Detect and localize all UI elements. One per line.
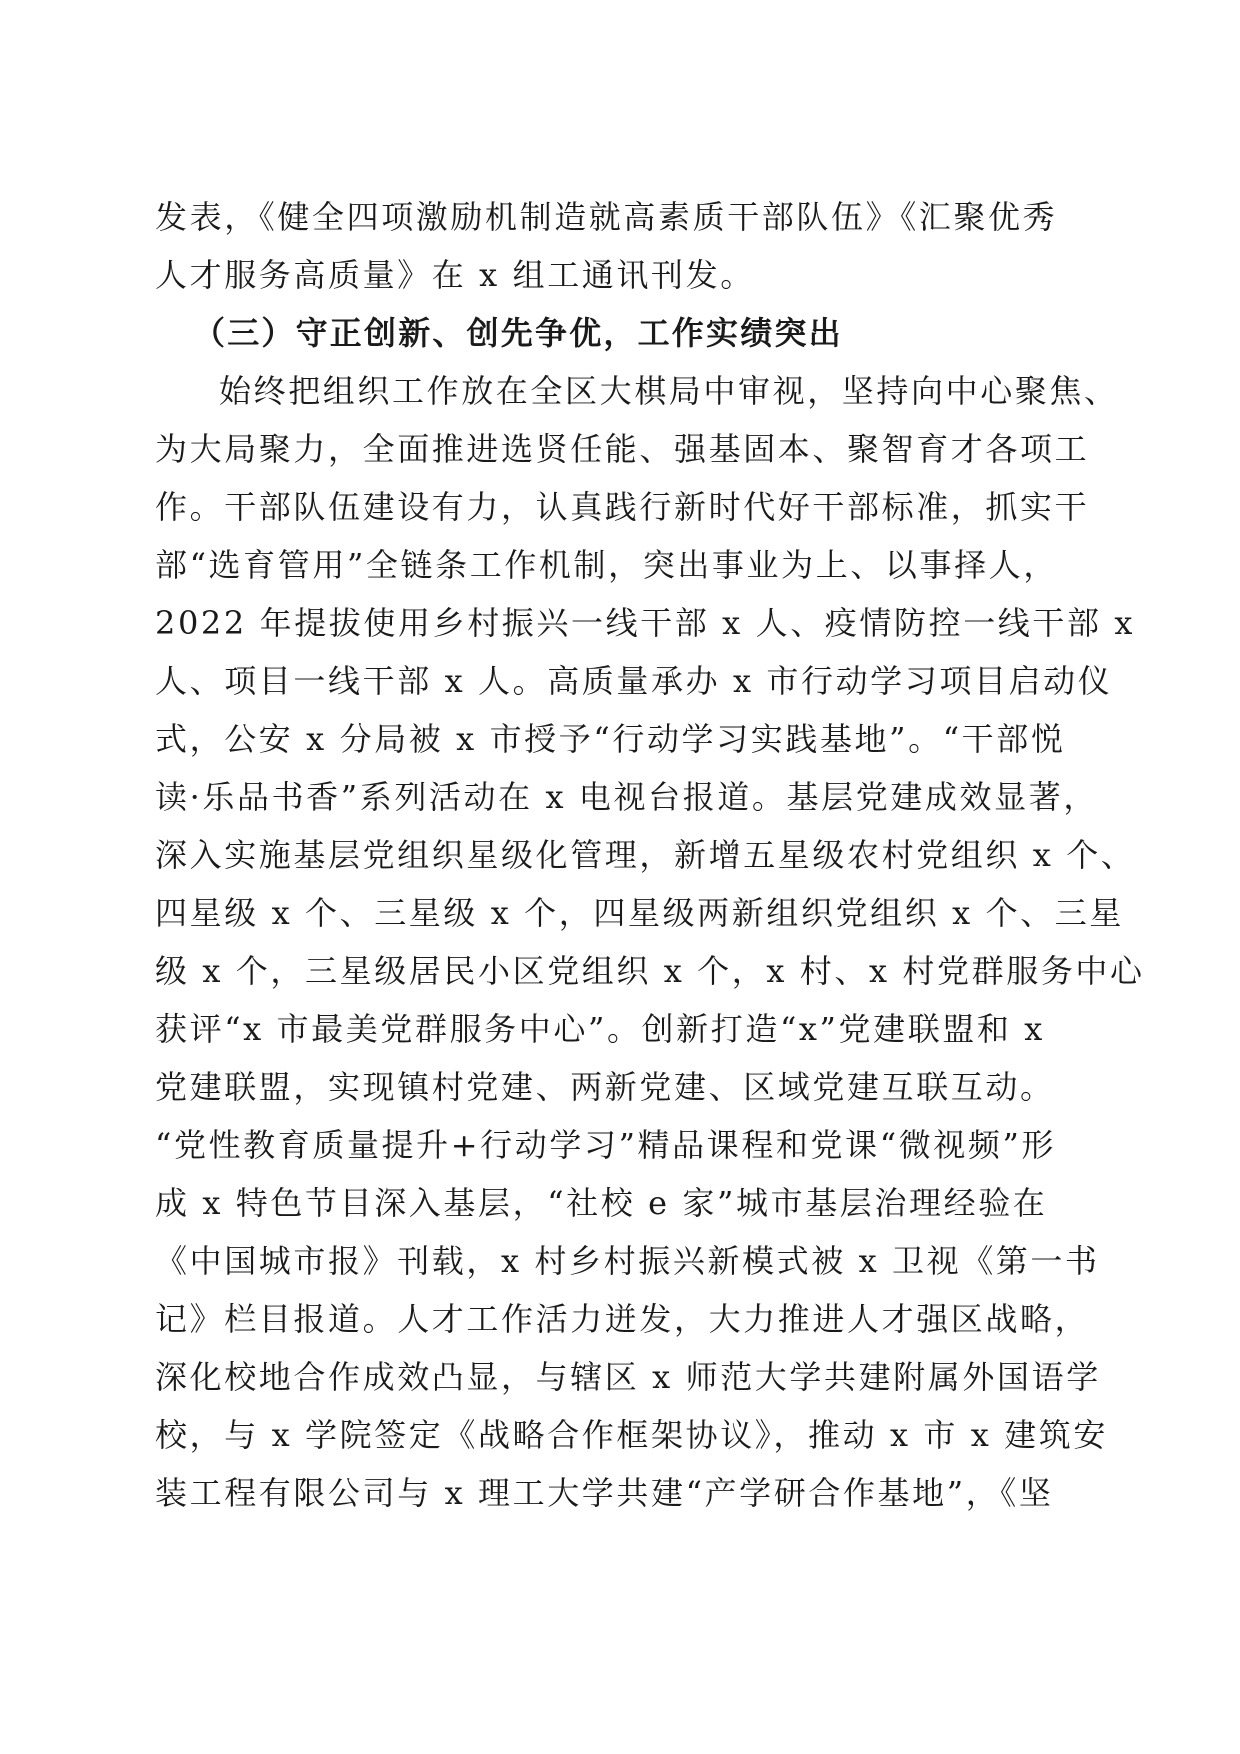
document-body [155, 188, 1145, 1522]
text-line: 校，与 x 学院签定《战略合作框架协议》，推动 x 市 x 建筑安 [155, 1416, 1108, 1454]
text-line: 发表，《健全四项激励机制造就高素质干部队伍》《汇聚优秀 [155, 198, 1058, 236]
text-line: 2022 年提拔使用乡村振兴一线干部 x 人、疫情防控一线干部 x [155, 604, 1136, 642]
text-line: 党建联盟，实现镇村党建、两新党建、区域党建互联互动。 [155, 1068, 1055, 1106]
text-line: 记》栏目报道。人才工作活力迸发，大力推进人才强区战略， [155, 1300, 1090, 1338]
section-heading: （三）守正创新、创先争优，工作实绩突出 [193, 314, 843, 352]
text-line: 四星级 x 个、三星级 x 个，四星级两新组织党组织 x 个、三星 [155, 894, 1124, 932]
text-line: 获评“x 市最美党群服务中心”。创新打造“x”党建联盟和 x [155, 1010, 1045, 1048]
text-line: 深入实施基层党组织星级化管理，新增五星级农村党组织 x 个、 [155, 836, 1136, 874]
text-line: 深化校地合作成效凸显，与辖区 x 师范大学共建附属外国语学 [155, 1358, 1101, 1396]
text-line: 作。干部队伍建设有力，认真践行新时代好干部标准，抓实干 [155, 488, 1090, 526]
text-line: 式，公安 x 分局被 x 市授予“行动学习实践基地”。“干部悦 [155, 720, 1066, 758]
text-line: 成 x 特色节目深入基层，“社校 e 家”城市基层治理经验在 [155, 1184, 1048, 1222]
text-line: 部“选育管用”全链条工作机制，突出事业为上、以事择人， [155, 546, 1058, 584]
text-line: 人、项目一线干部 x 人。高质量承办 x 市行动学习项目启动仪 [155, 662, 1113, 700]
text-line: 为大局聚力，全面推进选贤任能、强基固本、聚智育才各项工 [155, 430, 1090, 468]
text-line: 人才服务高质量》在 x 组工通讯刊发。 [155, 256, 755, 294]
text-line: 级 x 个，三星级居民小区党组织 x 个，x 村、x 村党群服务中心 [155, 952, 1145, 990]
text-line: 读·乐品书香”系列活动在 x 电视台报道。基层党建成效显著， [155, 778, 1098, 816]
text-line: 《中国城市报》刊载，x 村乡村振兴新模式被 x 卫视《第一书 [155, 1242, 1100, 1280]
text-line: “党性教育质量提升+行动学习”精品课程和党课“微视频”形 [155, 1126, 1057, 1164]
text-line: 装工程有限公司与 x 理工大学共建“产学研合作基地”，《坚 [155, 1474, 1054, 1512]
paragraph-first-line: 始终把组织工作放在全区大棋局中审视，坚持向中心聚焦、 [219, 372, 1119, 410]
